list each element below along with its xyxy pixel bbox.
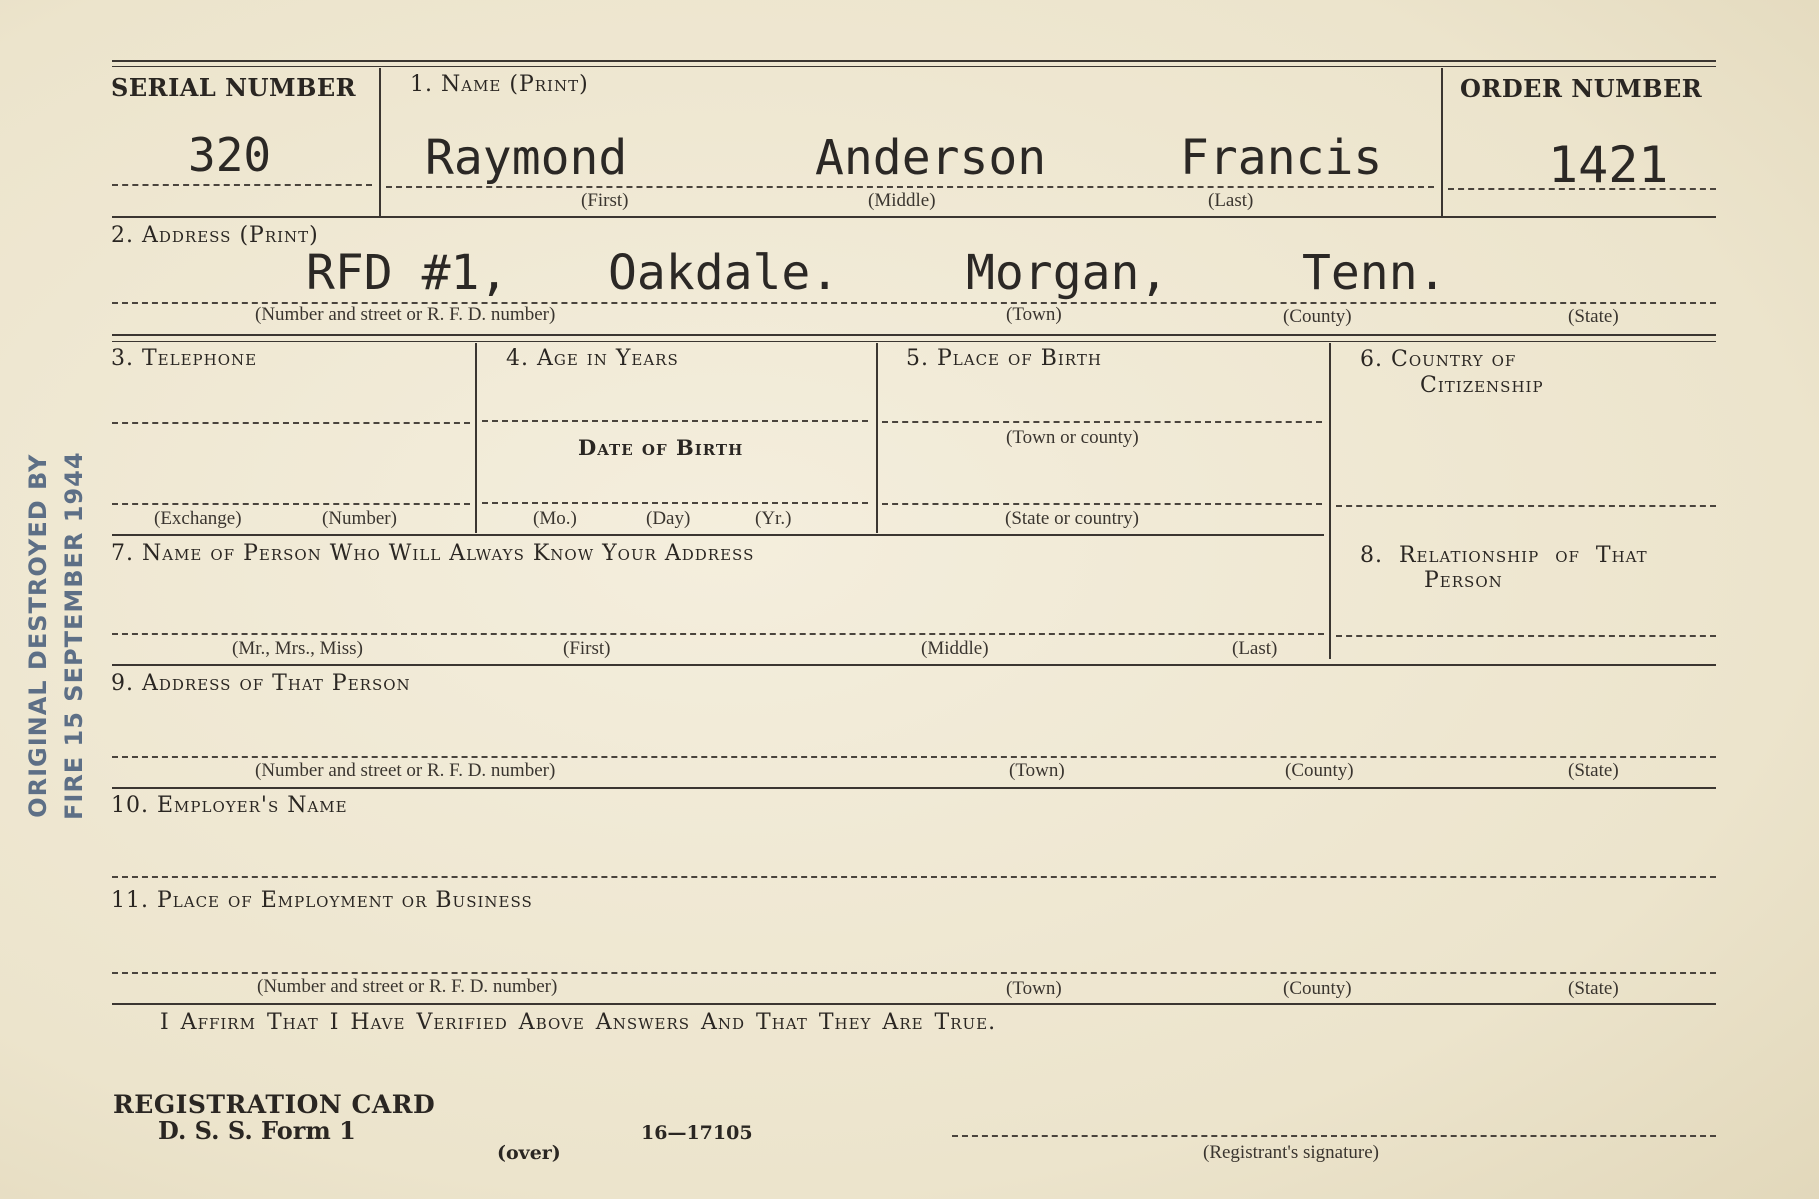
first-sub: (First) — [581, 190, 629, 211]
middle-sub: (Middle) — [868, 190, 936, 211]
stamp-line-1: ORIGINAL DESTROYED BY — [24, 453, 52, 818]
relationship-label-1: 8. Relationship of That — [1360, 543, 1648, 568]
name-label: 1. Name (Print) — [410, 72, 589, 97]
address-state-sub: (State) — [1568, 306, 1619, 327]
address-town-sub: (Town) — [1006, 304, 1062, 325]
address-county-value: Morgan, — [966, 245, 1169, 301]
age-label: 4. Age in Years — [506, 346, 679, 371]
middle-name-value: Anderson — [815, 130, 1047, 186]
day-sub: (Day) — [646, 508, 691, 529]
yr-sub: (Yr.) — [755, 508, 792, 529]
person-address-label: 9. Address of That Person — [111, 671, 411, 696]
address-street-sub: (Number and street or R. F. D. number) — [255, 304, 556, 325]
employment-place-label: 11. Place of Employment or Business — [111, 888, 533, 913]
town-county-sub: (Town or county) — [1006, 427, 1139, 448]
stamp-line-2: FIRE 15 SEPTEMBER 1944 — [60, 451, 88, 820]
person-address-street-sub: (Number and street or R. F. D. number) — [255, 760, 556, 781]
address-town-value: Oakdale. — [608, 245, 840, 301]
person-middle-sub: (Middle) — [921, 638, 989, 659]
number-sub: (Number) — [322, 508, 397, 529]
citizenship-label-1: 6. Country of — [1360, 347, 1517, 372]
address-county-sub: (County) — [1283, 306, 1352, 327]
dob-label: Date of Birth — [578, 435, 744, 460]
employer-label: 10. Employer's Name — [111, 793, 348, 818]
employment-state-sub: (State) — [1568, 978, 1619, 999]
employment-town-sub: (Town) — [1006, 978, 1062, 999]
order-number-value: 1421 — [1548, 136, 1669, 194]
print-code: 16—17105 — [641, 1122, 753, 1144]
exchange-sub: (Exchange) — [154, 508, 242, 529]
last-name-value: Francis — [1180, 130, 1383, 186]
registration-card-title: REGISTRATION CARD — [113, 1090, 436, 1119]
over-note: (over) — [497, 1142, 561, 1164]
person-address-town-sub: (Town) — [1009, 760, 1065, 781]
destroyed-stamp — [20, 451, 92, 820]
citizenship-label-2: Citizenship — [1420, 373, 1544, 398]
person-label: 7. Name of Person Who Will Always Know Your Address — [111, 541, 755, 566]
first-name-value: Raymond — [425, 130, 628, 186]
mr-sub: (Mr., Mrs., Miss) — [232, 638, 363, 659]
employment-street-sub: (Number and street or R. F. D. number) — [257, 976, 558, 997]
signature-sub: (Registrant's signature) — [1203, 1142, 1379, 1163]
serial-number-value: 320 — [188, 128, 272, 182]
last-sub: (Last) — [1208, 190, 1254, 211]
birthplace-label: 5. Place of Birth — [906, 346, 1102, 371]
form-number: D. S. S. Form 1 — [158, 1116, 356, 1145]
mo-sub: (Mo.) — [533, 508, 577, 529]
relationship-label-2: Person — [1424, 568, 1503, 593]
telephone-label: 3. Telephone — [111, 346, 258, 371]
serial-number-label: SERIAL NUMBER — [111, 73, 357, 102]
person-last-sub: (Last) — [1232, 638, 1278, 659]
employment-county-sub: (County) — [1283, 978, 1352, 999]
state-country-sub: (State or country) — [1005, 508, 1140, 529]
address-state-value: Tenn. — [1302, 245, 1447, 301]
person-address-state-sub: (State) — [1568, 760, 1619, 781]
address-street-value: RFD #1, — [306, 245, 509, 301]
person-address-county-sub: (County) — [1285, 760, 1354, 781]
order-number-label: ORDER NUMBER — [1460, 74, 1703, 103]
affirmation-text: I Affirm That I Have Verified Above Answers And That They Are True. — [160, 1010, 997, 1035]
address-label: 2. Address (Print) — [111, 223, 319, 248]
person-first-sub: (First) — [563, 638, 611, 659]
